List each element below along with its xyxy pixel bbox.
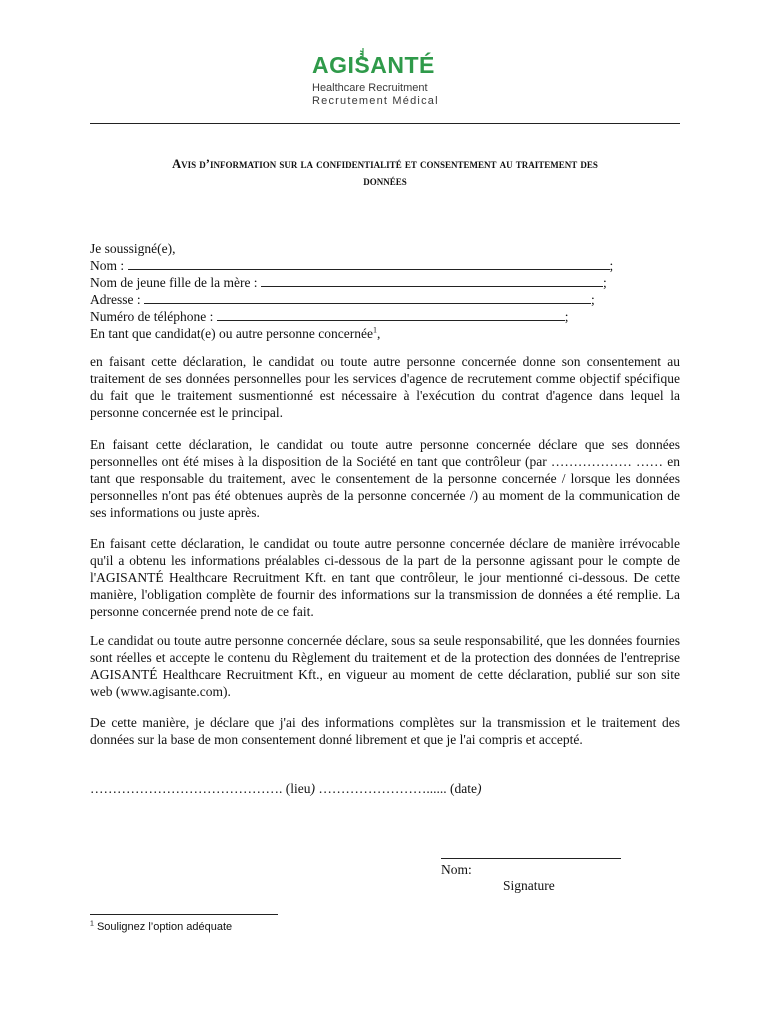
nom-row (90, 257, 680, 274)
candidat-end: , (377, 326, 381, 341)
mere-field[interactable] (261, 275, 603, 287)
paragraph-consent: en faisant cette déclaration, le candidat ou toute autre personne concernée donne son consentement au traitement de ses données personnelles pour les services d'agence de recrutement comme objectif spécifique du fait que le traitement susmentionné est nécessaire à l'exécution du contrat d'agence dans lequel la personne concernée est le principal. (90, 354, 680, 420)
paragraph-prior-information: En faisant cette déclaration, le candidat ou toute autre personne concernée déclare de manière irrévocable qu'il a obtenu les informations préalables ci-dessous de la part de la personne agissant pour le compte de l'AGISANTÉ Healthcare Recruitment Kft. en tant que contrôleur, le jour mentionné ci-dessous. De cette manière, l'obligation complète de fournir des informations sur la transmission de données a été remplie. La personne concernée prend note de ce fait. (90, 536, 680, 619)
signature-line[interactable] (441, 858, 621, 859)
signature-label: Signature (503, 878, 555, 893)
logo-name: AGISANTÉ (312, 52, 435, 78)
date-dots[interactable]: ……………………...... (315, 781, 450, 796)
place-label: (lieu (285, 781, 311, 796)
signature-name-label: Nom: (441, 862, 472, 877)
candidat-text: En tant que candidat(e) ou autre personne concernée (90, 326, 373, 341)
logo-tagline-french: Recrutement Médical (312, 95, 439, 107)
paragraph-declaration: De cette manière, je déclare que j'ai des informations complètes sur la transmission et le traitement des données sur la base de mon consentement donné librement et que je l'ai compris et accepté. (90, 715, 680, 747)
document-title (90, 156, 680, 190)
candidat-row (90, 325, 680, 342)
tel-field[interactable] (217, 309, 565, 321)
header-divider (90, 123, 680, 124)
identity-fields (90, 240, 680, 342)
tel-label: Numéro de téléphone : (90, 309, 214, 324)
footnote-number: 1 (90, 920, 94, 928)
place-date-line (90, 780, 481, 797)
logo-tagline-english: Healthcare Recruitment (312, 82, 428, 94)
title-line-1: Avis d’information sur la confidentialité et consentement au traitement des (172, 157, 598, 171)
paragraph-data-availability: En faisant cette déclaration, le candidat ou toute autre personne concernée déclare que ses données personnelles ont été mises à la disposition de la Société en tant que contrôleur (par ……………… …… en tant que responsable du traitement, avec le consentement de la personne concernée / lorsque les données personnelles n'ont pas été obtenues auprès de la personne concernée /) au moment de la communication de ses informations ou juste après. (90, 437, 680, 520)
row-terminator: ; (602, 275, 607, 290)
row-terminator: ; (591, 292, 595, 307)
paragraph-responsibility: Le candidat ou toute autre personne concernée déclare, sous sa seule responsabilité, que les données fournies sont réelles et accepte le contenu du Règlement du traitement et de la protection des données de l'entreprise AGISANTÉ Healthcare Recruitment Kft., en vigueur au moment de cette déclaration, publié sur son site web (www.agisante.com). (90, 633, 680, 699)
tel-row (90, 308, 680, 325)
date-close: ) (476, 781, 482, 796)
footnote (90, 921, 232, 933)
nom-field[interactable] (128, 258, 610, 270)
footnote-ref: 1 (373, 325, 377, 335)
mere-row (90, 274, 680, 291)
adresse-field[interactable] (144, 292, 591, 304)
title-line-2: données (363, 174, 407, 188)
place-dots[interactable]: ……………………………………. (90, 781, 286, 796)
company-logo (312, 52, 462, 122)
adresse-label: Adresse : (90, 292, 141, 307)
footnote-text: Soulignez l’option adéquate (93, 921, 233, 933)
nom-label: Nom : (90, 258, 125, 273)
row-terminator: ; (609, 258, 614, 273)
intro-line: Je soussigné(e), (90, 241, 176, 256)
footnote-divider (90, 914, 278, 915)
caduceus-icon (358, 48, 368, 60)
adresse-row (90, 291, 680, 308)
date-label: (date (450, 781, 477, 796)
place-close: ) (310, 781, 315, 796)
mere-label: Nom de jeune fille de la mère : (90, 275, 258, 290)
row-terminator: ; (564, 309, 569, 324)
